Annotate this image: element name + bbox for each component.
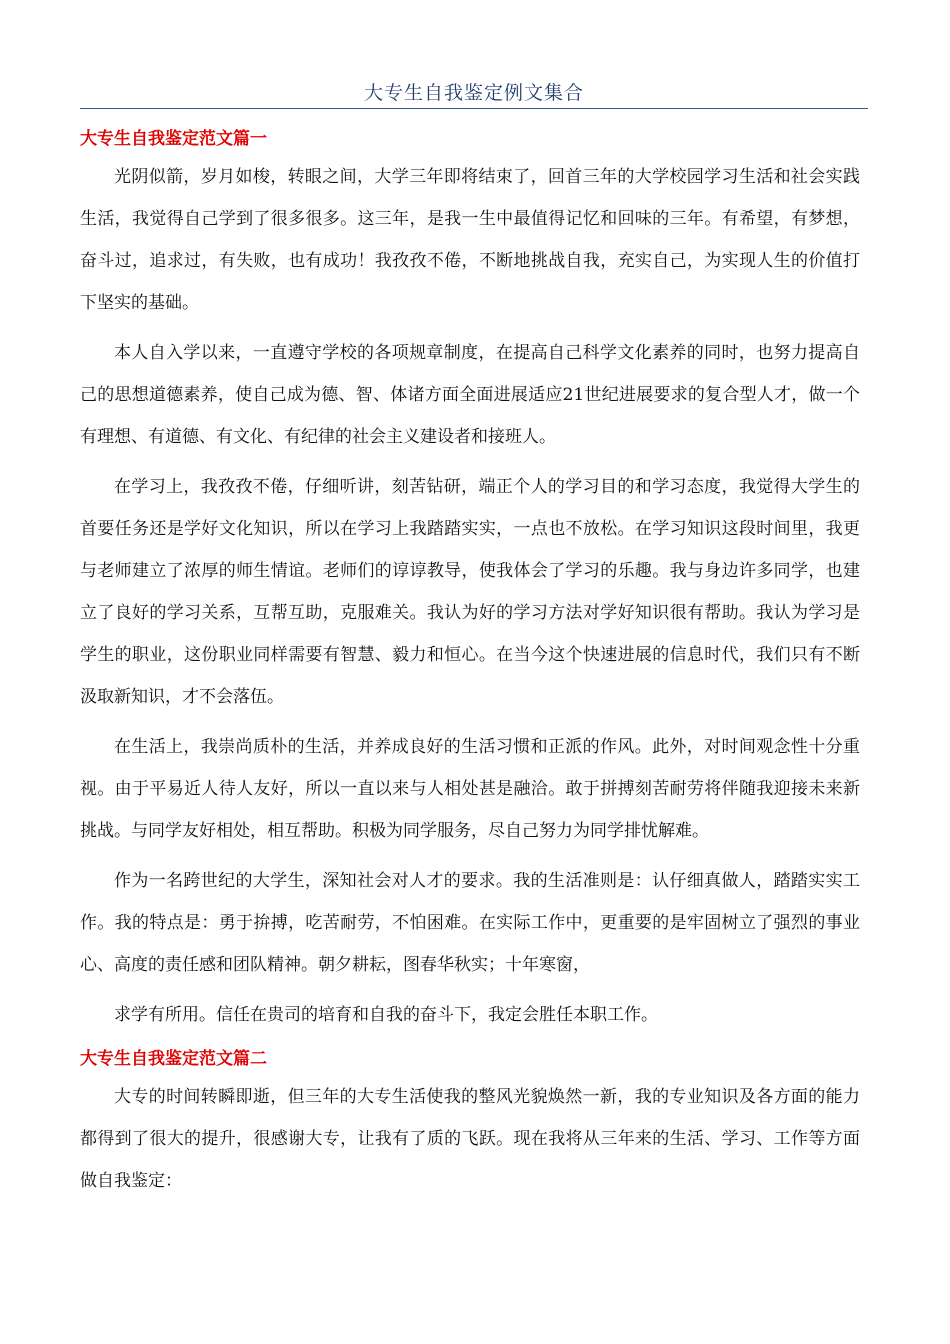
page-header-title: 大专生自我鉴定例文集合 <box>363 82 584 104</box>
header-divider <box>80 108 868 109</box>
paragraph: 在学习上，我孜孜不倦，仔细听讲，刻苦钻研，端正个人的学习目的和学习态度，我觉得大学生的首要任务还是学好文化知识，所以在学习上我踏踏实实，一点也不放松。在学习知识这段时间里，我更与老师建立了浓厚的师生情谊。老师们的谆谆教导，使我体会了学习的乐趣。我与身边许多同学，也建立了良好的学习关系，互帮互助，克服难关。我认为好的学习方法对学好知识很有帮助。我认为学习是学生的职业，这份职业同样需要有智慧、毅力和恒心。在当今这个快速进展的信息时代，我们只有不断汲取新知识，才不会落伍。 <box>80 477 860 707</box>
paragraph: 作为一名跨世纪的大学生，深知社会对人才的要求。我的生活准则是：认仔细真做人，踏踏实实工作。我的特点是：勇于拚搏，吃苦耐劳，不怕困难。在实际工作中，更重要的是牢固树立了强烈的事业心、高度的责任感和团队精神。朝夕耕耘，图春华秋实；十年寒窗， <box>80 871 860 975</box>
paragraph: 求学有所用。信任在贵司的培育和自我的奋斗下，我定会胜任本职工作。 <box>114 1005 658 1025</box>
section-title: 大专生自我鉴定范文篇一 <box>80 129 267 149</box>
section-1 <box>80 124 860 1036</box>
paragraph: 大专的时间转瞬即逝，但三年的大专生活使我的整风光貌焕然一新，我的专业知识及各方面的能力都得到了很大的提升，很感谢大专，让我有了质的飞跃。现在我将从三年来的生活、学习、工作等方面做自我鉴定： <box>80 1087 860 1191</box>
document-body <box>80 124 860 1210</box>
section-title: 大专生自我鉴定范文篇二 <box>80 1049 267 1069</box>
paragraph: 本人自入学以来，一直遵守学校的各项规章制度，在提高自己科学文化素养的同时，也努力提高自己的思想道德素养，使自己成为德、智、体诸方面全面进展适应21世纪进展要求的复合型人才，做一个有理想、有道德、有文化、有纪律的社会主义建设者和接班人。 <box>80 343 860 447</box>
paragraph: 在生活上，我崇尚质朴的生活，并养成良好的生活习惯和正派的作风。此外，对时间观念性十分重视。由于平易近人待人友好，所以一直以来与人相处甚是融洽。敢于拼搏刻苦耐劳将伴随我迎接未来新挑战。与同学友好相处，相互帮助。积极为同学服务，尽自己努力为同学排忧解难。 <box>80 737 860 841</box>
section-2 <box>80 1044 860 1202</box>
paragraph: 光阴似箭，岁月如梭，转眼之间，大学三年即将结束了，回首三年的大学校园学习生活和社会实践生活，我觉得自己学到了很多很多。这三年，是我一生中最值得记忆和回味的三年。有希望，有梦想，奋斗过，追求过，有失败，也有成功！我孜孜不倦，不断地挑战自我，充实自己，为实现人生的价值打下坚实的基础。 <box>80 167 860 313</box>
